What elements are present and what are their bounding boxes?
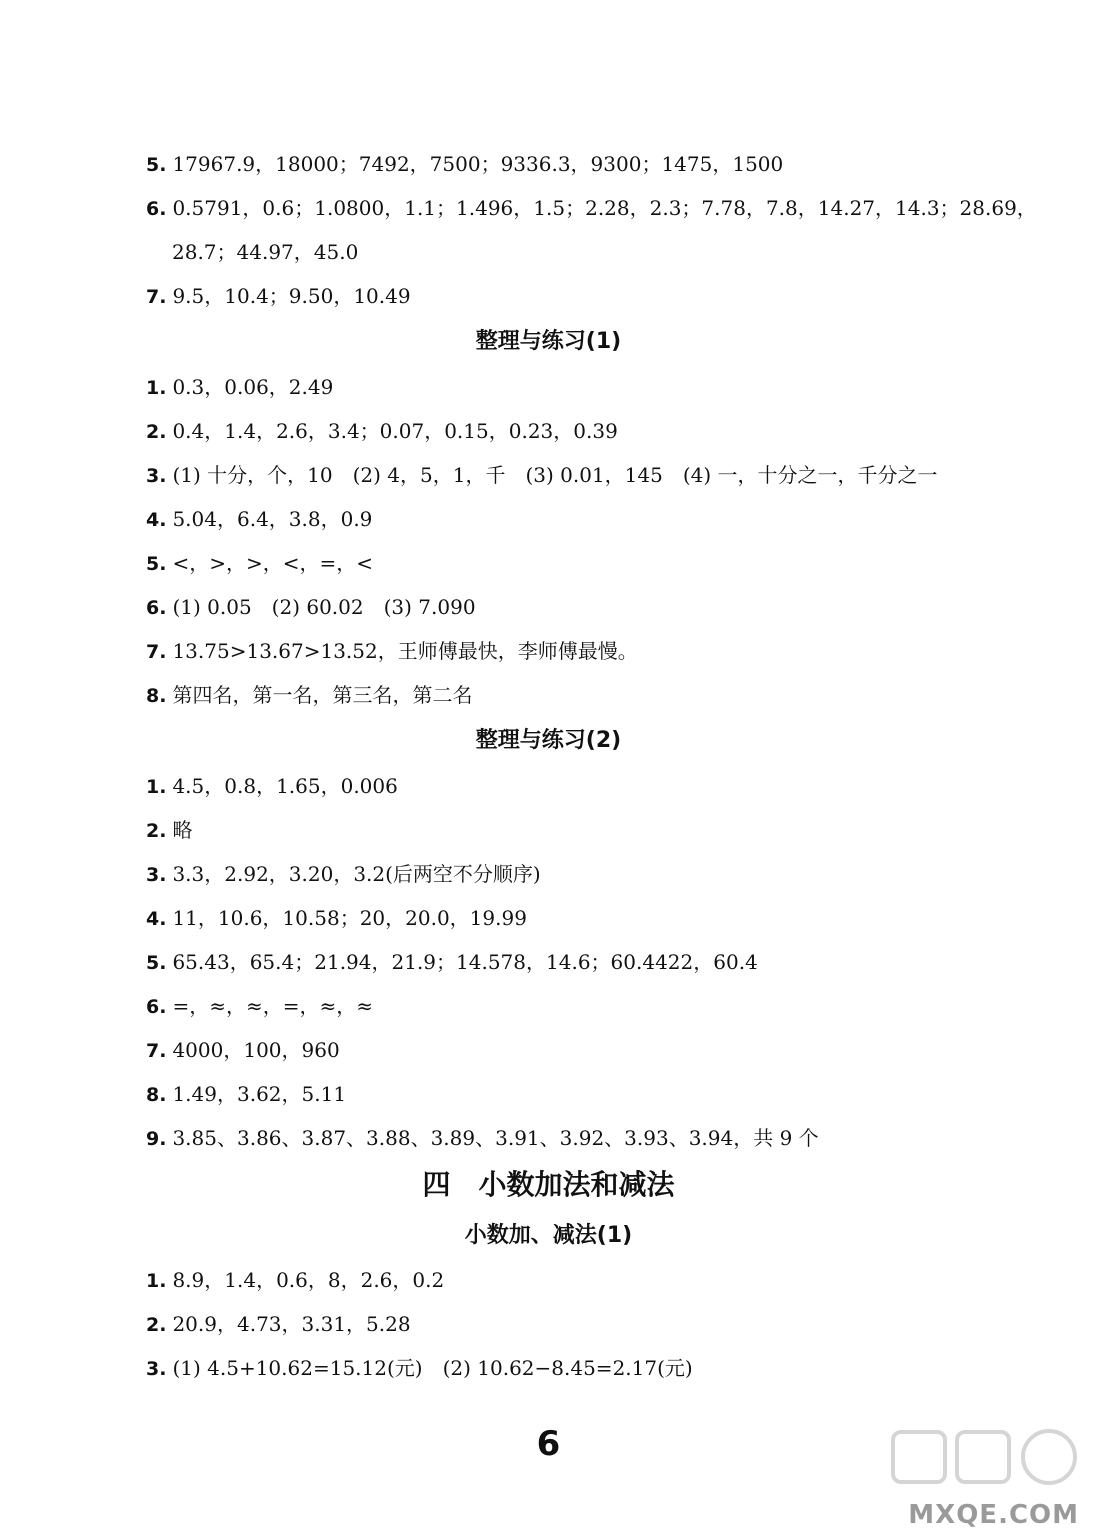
answer-line [146, 595, 476, 620]
item-number: 5. [146, 952, 167, 974]
item-number: 7. [146, 286, 167, 308]
answer-text: 4000，100，960 [172, 1038, 340, 1062]
answer-text: 28.7；44.97，45.0 [172, 240, 359, 264]
item-number: 6. [146, 996, 167, 1018]
answer-text: 0.3，0.06，2.49 [172, 375, 334, 399]
answer-line-continued [172, 240, 358, 264]
section-title: 整理与练习(1) [475, 329, 622, 354]
answer-line [146, 1126, 819, 1151]
answer-line [146, 818, 192, 843]
answer-text: 5.04，6.4，3.8，0.9 [172, 507, 373, 531]
item-number: 6. [146, 198, 167, 220]
answer-line [146, 463, 938, 488]
item-number: 1. [146, 1270, 167, 1292]
answer-line [146, 862, 541, 887]
answer-text: 17967.9，18000；7492，7500；9336.3，9300；1475，1500 [172, 152, 784, 176]
answer-text: =，≈，≈，=，≈，≈ [172, 994, 373, 1018]
answer-text: 4.5，0.8，1.65，0.006 [172, 774, 398, 798]
item-number: 3. [146, 864, 167, 886]
answer-text: 第四名，第一名，第三名，第二名 [172, 683, 473, 707]
answer-line [146, 906, 527, 931]
answer-line [146, 1312, 411, 1337]
item-number: 3. [146, 1358, 167, 1380]
answer-text: <，>，>，<，=，< [172, 551, 373, 575]
answer-line [146, 1082, 346, 1107]
answer-line [146, 152, 783, 177]
answer-text: 13.75>13.67>13.52，王师傅最快，李师傅最慢。 [172, 639, 638, 663]
answer-text: (1) 0.05 (2) 60.02 (3) 7.090 [172, 595, 476, 619]
answer-line [146, 774, 398, 799]
item-number: 2. [146, 421, 167, 443]
item-number: 5. [146, 154, 167, 176]
answer-line [146, 196, 1037, 221]
item-number: 7. [146, 641, 167, 663]
answer-text: 0.5791，0.6；1.0800，1.1；1.496，1.5；2.28，2.3；7.78，7.8，14.27，14.3；28.69， [172, 196, 1037, 220]
answer-line [146, 950, 758, 975]
item-number: 1. [146, 776, 167, 798]
answer-line [146, 1268, 444, 1293]
answer-text: 9.5，10.4；9.50，10.49 [172, 284, 411, 308]
answer-line [146, 375, 333, 400]
item-number: 7. [146, 1040, 167, 1062]
answer-text: 3.85、3.86、3.87、3.88、3.89、3.91、3.92、3.93、3.94，共 9 个 [172, 1126, 819, 1150]
answer-line [146, 994, 373, 1019]
answer-text: 11，10.6，10.58；20，20.0，19.99 [172, 906, 527, 930]
item-number: 8. [146, 1084, 167, 1106]
answer-text: 65.43，65.4；21.94，21.9；14.578，14.6；60.4422，60.4 [172, 950, 758, 974]
answer-line [146, 683, 472, 708]
item-number: 3. [146, 465, 167, 487]
answer-line [146, 1356, 693, 1381]
item-number: 9. [146, 1128, 167, 1150]
answer-text: (1) 4.5+10.62=15.12(元) (2) 10.62−8.45=2.17(元) [172, 1356, 693, 1380]
watermark-text: MXQE.COM [908, 1500, 1079, 1530]
item-number: 6. [146, 597, 167, 619]
answer-text: 0.4，1.4，2.6，3.4；0.07，0.15，0.23，0.39 [172, 419, 618, 443]
item-number: 2. [146, 1314, 167, 1336]
answer-text: 1.49，3.62，5.11 [172, 1082, 347, 1106]
chapter-title: 四 小数加法和减法 [422, 1168, 675, 1201]
answer-line [146, 507, 372, 532]
item-number: 4. [146, 509, 167, 531]
answer-line [146, 284, 411, 309]
item-number: 1. [146, 377, 167, 399]
section-title: 整理与练习(2) [475, 728, 622, 753]
answer-line [146, 551, 373, 576]
answer-text: 20.9，4.73，3.31，5.28 [172, 1312, 411, 1336]
item-number: 4. [146, 908, 167, 930]
item-number: 5. [146, 553, 167, 575]
answer-text: 8.9，1.4，0.6，8，2.6，0.2 [172, 1268, 445, 1292]
answer-text: 略 [172, 818, 193, 842]
answer-line [146, 1038, 340, 1063]
answer-text: (1) 十分，个，10 (2) 4，5，1，千 (3) 0.01，145 (4) 一，十分之一，千分之一 [172, 463, 938, 487]
answer-text: 3.3，2.92，3.20，3.2(后两空不分顺序) [172, 862, 541, 886]
section-title: 小数加、减法(1) [464, 1223, 633, 1248]
answer-line [146, 639, 638, 664]
item-number: 8. [146, 685, 167, 707]
answer-line [146, 419, 618, 444]
page-number: 6 [536, 1424, 561, 1464]
item-number: 2. [146, 820, 167, 842]
